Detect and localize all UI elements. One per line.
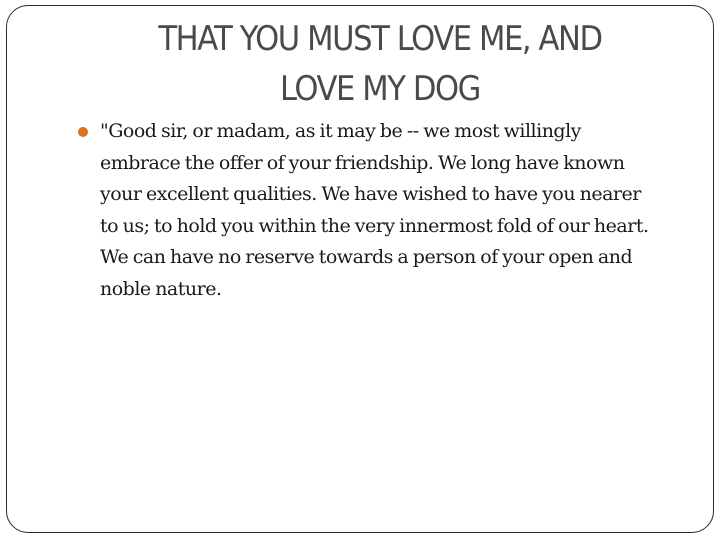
title-line-2: LOVE MY DOG xyxy=(280,69,480,109)
slide-title xyxy=(80,14,680,114)
bullet-line: to us; to hold you within the very innermost fold of our heart. xyxy=(100,214,649,237)
bullet-line: "Good sir, or madam, as it may be -- we most willingly xyxy=(100,120,581,142)
bullet-line: your excellent qualities. We have wished to have you nearer xyxy=(100,183,641,205)
bullet-line: embrace the offer of your friendship. We long have known xyxy=(100,151,625,174)
bullet-line: noble nature. xyxy=(100,277,222,300)
bullet-item xyxy=(100,116,680,305)
title-line-1: THAT YOU MUST LOVE ME, AND xyxy=(158,19,602,59)
bullet-line: We can have no reserve towards a person of your open and xyxy=(100,246,633,268)
bullet-text xyxy=(100,116,680,305)
bullet-dot-icon xyxy=(78,127,88,137)
